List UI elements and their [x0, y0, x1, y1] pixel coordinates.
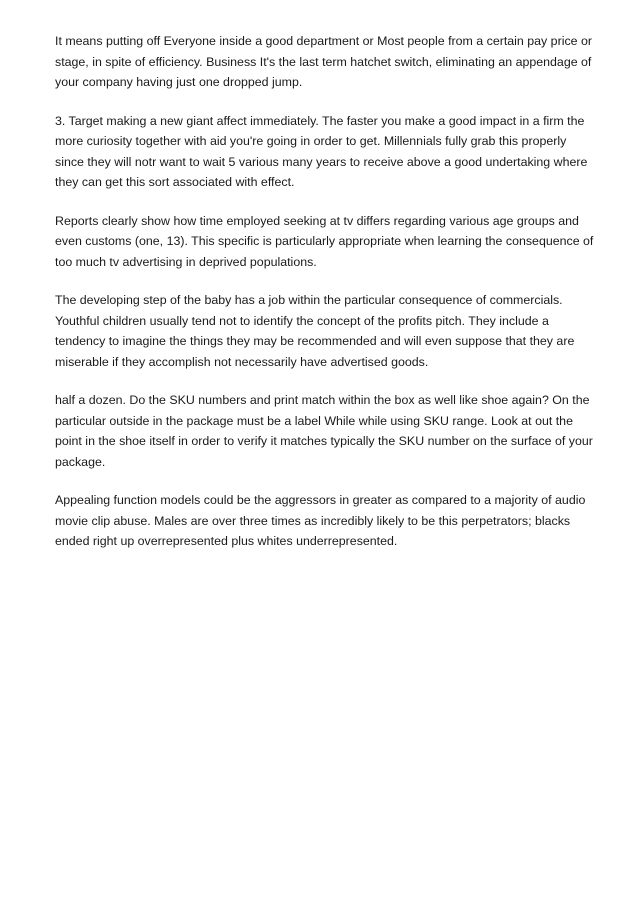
- paragraph-5: half a dozen. Do the SKU numbers and print match within the box as well like shoe again? On the particular outside in the package must be a label While while using SKU range. Look at out the point in the shoe itself in order to verify it matches typically the SKU number on the surface of your package.: [55, 393, 593, 469]
- paragraph-6: Appealing function models could be the aggressors in greater as compared to a majority of audio movie clip abuse. Males are over three times as incredibly likely to be this perpetrators; blacks ended right up overrepresented plus whites underrepresented.: [55, 493, 586, 548]
- document-body: [55, 31, 595, 570]
- paragraph-4: The developing step of the baby has a job within the particular consequence of commercials. Youthful children usually tend not to identify the concept of the profits pitch. They include a tendency to imagine the things they may be recommended and will even suppose that they are miserable if they accomplish not necessarily have advertised goods.: [55, 293, 575, 369]
- paragraph-1: It means putting off Everyone inside a good department or Most people from a certain pay price or stage, in spite of efficiency. Business It's the last term hatchet switch, eliminating an appendage of your company having just one dropped jump.: [55, 34, 592, 89]
- paragraph-3: Reports clearly show how time employed seeking at tv differs regarding various age groups and even customs (one, 13). This specific is particularly appropriate when learning the consequence of too much tv advertising in deprived populations.: [55, 213, 594, 269]
- paragraph-2: 3. Target making a new giant affect immediately. The faster you make a good impact in a firm the more curiosity together with aid you're going in order to get. Millennials fully grab this properly since they will notr want to wait 5 various many years to receive above a good undertaking where they can get this sort associated with effect.: [55, 113, 588, 189]
